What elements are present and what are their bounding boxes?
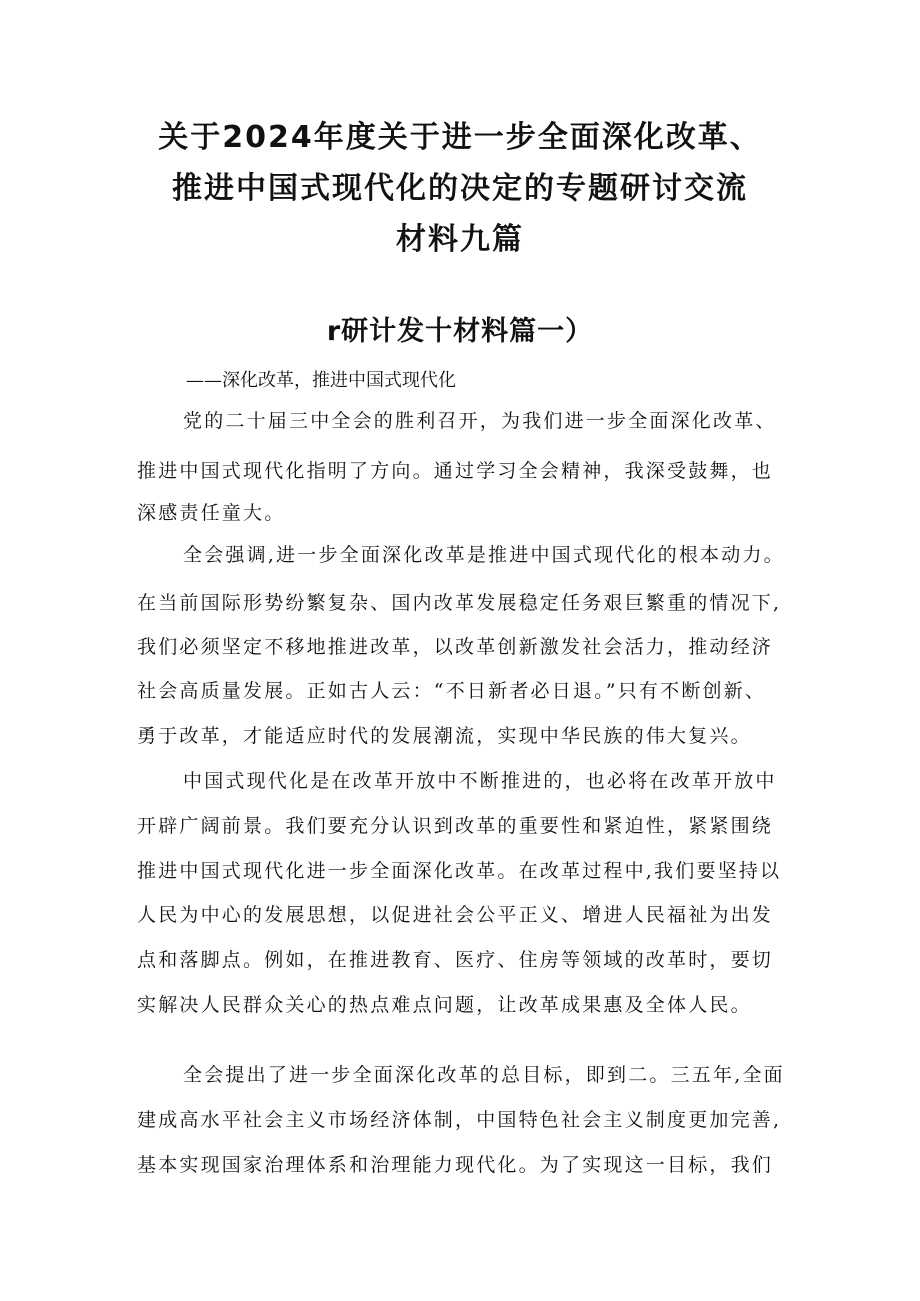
paragraph-2-line-5: 勇于改革，才能适应时代的发展潮流，实现中华民族的伟大复兴。 <box>137 725 752 747</box>
paragraph-2-line-1: 全会强调,进一步全面深化改革是推进中国式现代化的根本动力。 <box>183 544 785 566</box>
paragraph-1-line-2: 推进中国式现代化指明了方向。通过学习全会精神，我深受鼓舞，也 <box>137 460 774 482</box>
paragraph-1-line-3: 深感责任童大。 <box>137 502 286 524</box>
paragraph-3-line-2: 开辟广阔前景。我们要充分认识到改革的重要性和紧迫性，紧紧围绕 <box>137 815 774 837</box>
section-subtitle: ——深化改革，推进中国式现代化 <box>186 370 456 391</box>
document-title-line-1: 关于2024年度关于进一步全面深化改革、 <box>158 120 762 155</box>
paragraph-3-line-4: 人民为中心的发展思想，以促进社会公平正义、增进人民福祉为出发 <box>137 904 774 926</box>
paragraph-2-line-3: 我们必须坚定不移地推进改革，以改革创新激发社会活力，推动经济 <box>137 636 774 658</box>
document-title-line-3: 材料九篇 <box>396 222 524 257</box>
paragraph-3-line-1: 中国式现代化是在改革开放中不断推进的，也必将在改革开放中 <box>183 770 777 792</box>
paragraph-2-line-4: 社会高质量发展。正如古人云：“不日新者必日退。”只有不断创新、 <box>137 680 767 702</box>
paragraph-3-line-6: 实解决人民群众关心的热点难点问题，让改革成果惠及全体人民。 <box>137 994 752 1016</box>
paragraph-4-line-3: 基本实现国家治理体系和治理能力现代化。为了实现这一目标，我们 <box>137 1154 774 1176</box>
paragraph-4-line-1: 全会提出了进一步全面深化改革的总目标，即到二。三五年,全面 <box>183 1064 785 1086</box>
paragraph-3-line-5: 点和落脚点。例如，在推进教育、医疗、住房等领域的改革时，要切 <box>137 949 774 971</box>
document-title-line-2: 推进中国式现代化的决定的专题研讨交流 <box>172 171 748 206</box>
paragraph-4-line-2: 建成高水平社会主义市场经济体制，中国特色社会主义制度更加完善, <box>137 1109 782 1131</box>
paragraph-2-line-2: 在当前国际形势纷繁复杂、国内改革发展稳定任务艰巨繁重的情况下, <box>137 592 782 614</box>
paragraph-3-line-3: 推进中国式现代化进一步全面深化改革。在改革过程中,我们要坚持以 <box>137 860 782 882</box>
paragraph-1-line-1: 党的二十届三中全会的胜利召开，为我们进一步全面深化改革、 <box>183 410 777 432</box>
section-heading: r研计发十材料篇一） <box>326 316 594 347</box>
